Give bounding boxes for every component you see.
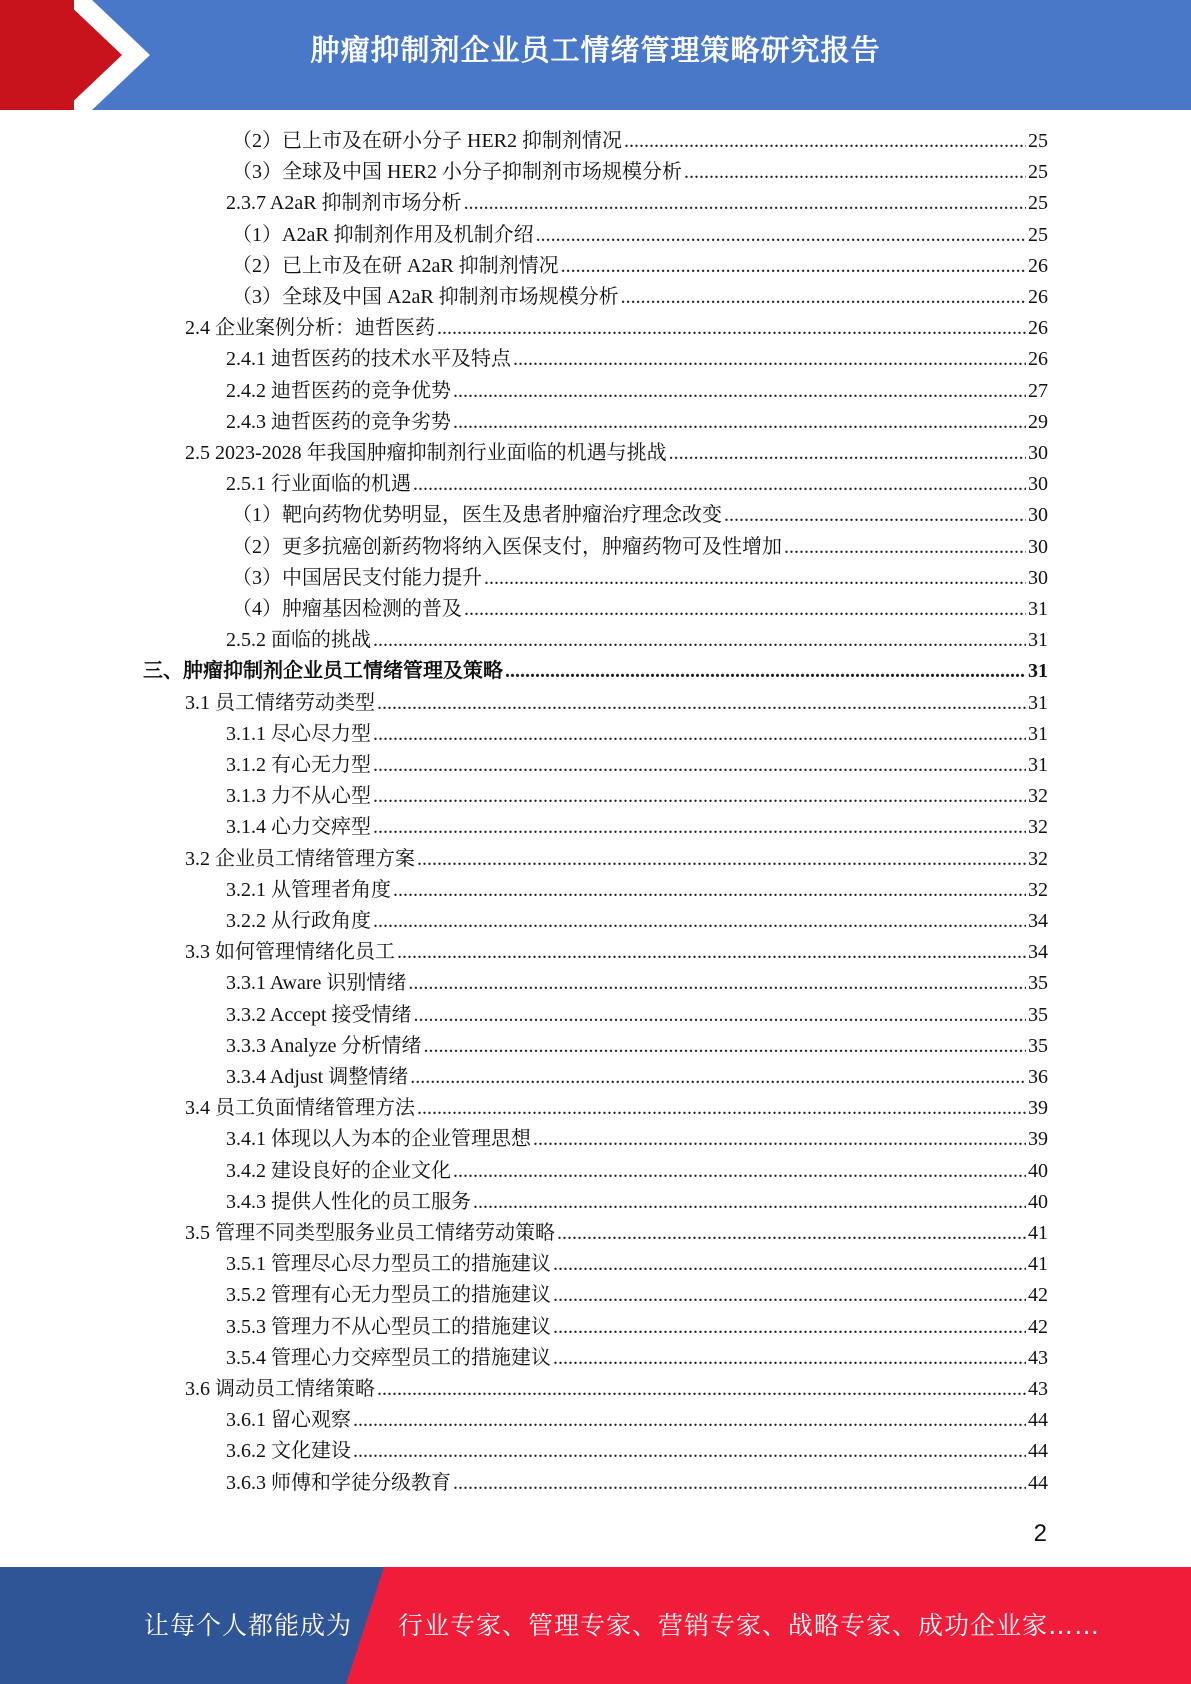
toc-dot-leader xyxy=(464,594,1026,625)
toc-entry-page: 29 xyxy=(1028,410,1048,433)
toc-entry-label: 3.3.4 Adjust 调整情绪 xyxy=(226,1066,409,1088)
toc-entry-page: 25 xyxy=(1028,192,1048,215)
toc-dot-leader xyxy=(513,344,1026,375)
toc-entry[interactable] xyxy=(226,469,1048,500)
toc-dot-leader xyxy=(453,1468,1026,1499)
toc-entry-label: （4）肿瘤基因检测的普及 xyxy=(232,598,462,620)
toc-entry-page: 31 xyxy=(1028,691,1048,714)
toc-entry-page: 35 xyxy=(1028,1003,1048,1026)
toc-entry-label: 3.3 如何管理情绪化员工 xyxy=(185,941,395,964)
toc-entry[interactable] xyxy=(185,313,1048,344)
page-footer xyxy=(0,1567,1191,1684)
toc-entry-label: 3.4 员工负面情绪管理方法 xyxy=(185,1097,415,1120)
toc-entry-page: 31 xyxy=(1028,660,1048,683)
toc-entry[interactable] xyxy=(226,376,1048,407)
toc-entry-page: 32 xyxy=(1028,785,1048,808)
toc-entry-label: 2.4 企业案例分析：迪哲医药 xyxy=(185,317,435,340)
toc-entry[interactable] xyxy=(226,1280,1048,1311)
page-header xyxy=(0,0,1191,110)
toc-entry-label: （2）已上市及在研 A2aR 抑制剂情况 xyxy=(232,254,559,277)
toc-entry-page: 32 xyxy=(1028,847,1048,870)
toc-dot-leader xyxy=(373,625,1026,656)
toc-entry-label: （3）全球及中国 HER2 小分子抑制剂市场规模分析 xyxy=(232,161,682,184)
toc-entry-page: 44 xyxy=(1028,1471,1048,1494)
toc-entry-label: 3.4.2 建设良好的企业文化 xyxy=(226,1159,451,1182)
toc-entry-page: 43 xyxy=(1028,1378,1048,1400)
toc-entry[interactable] xyxy=(185,1093,1048,1124)
toc-entry[interactable] xyxy=(232,126,1048,157)
toc-dot-leader xyxy=(437,313,1026,344)
toc-entry-label: （3）中国居民支付能力提升 xyxy=(232,566,482,589)
toc-entry-label: 3.6.3 师傅和学徒分级教育 xyxy=(226,1471,451,1494)
toc-entry[interactable] xyxy=(226,1436,1048,1467)
toc-entry-page: 31 xyxy=(1028,722,1048,745)
toc-dot-leader xyxy=(397,937,1026,968)
toc-entry-page: 32 xyxy=(1028,816,1048,839)
toc-dot-leader xyxy=(553,1249,1026,1280)
toc-dot-leader xyxy=(553,1312,1026,1343)
toc-entry-label: 3.4.1 体现以人为本的企业管理思想 xyxy=(226,1128,531,1151)
toc-entry[interactable] xyxy=(185,688,1048,719)
toc-entry-label: 3.5.2 管理有心无力型员工的措施建议 xyxy=(226,1284,551,1307)
toc-entry[interactable] xyxy=(226,1000,1048,1031)
toc-entry-page: 31 xyxy=(1028,629,1048,652)
toc-dot-leader xyxy=(669,438,1026,469)
toc-dot-leader xyxy=(453,376,1026,407)
toc-entry[interactable] xyxy=(226,812,1048,843)
toc-entry[interactable] xyxy=(232,157,1048,188)
toc-dot-leader xyxy=(373,906,1026,937)
toc-entry[interactable] xyxy=(226,750,1048,781)
page-number: 2 xyxy=(1033,1520,1047,1547)
toc-entry[interactable] xyxy=(185,438,1048,469)
toc-dot-leader xyxy=(377,1374,1026,1405)
toc-entry-label: 3.1.4 心力交瘁型 xyxy=(226,816,371,839)
toc-dot-leader xyxy=(413,469,1026,500)
toc-entry-page: 31 xyxy=(1028,754,1048,776)
toc-entry-page: 41 xyxy=(1028,1253,1048,1276)
toc-entry-label: 3.5.3 管理力不从心型员工的措施建议 xyxy=(226,1315,551,1338)
toc-entry[interactable] xyxy=(226,968,1048,999)
toc-entry[interactable] xyxy=(226,625,1048,656)
toc-entry-label: 2.4.1 迪哲医药的技术水平及特点 xyxy=(226,348,511,371)
toc-entry[interactable] xyxy=(226,1249,1048,1280)
toc-entry-label: 3.2.2 从行政角度 xyxy=(226,910,371,932)
toc-dot-leader xyxy=(473,1187,1026,1218)
toc-entry[interactable] xyxy=(226,875,1048,906)
toc-dot-leader xyxy=(484,563,1026,594)
toc-entry-page: 35 xyxy=(1028,972,1048,995)
toc-entry-label: （1）靶向药物优势明显，医生及患者肿瘤治疗理念改变 xyxy=(232,504,722,527)
toc-entry[interactable] xyxy=(226,1343,1048,1374)
toc-entry-page: 35 xyxy=(1028,1034,1048,1057)
toc-dot-leader xyxy=(621,282,1026,313)
toc-entry-page: 36 xyxy=(1028,1066,1048,1088)
toc-dot-leader xyxy=(424,1031,1026,1062)
toc-dot-leader xyxy=(624,126,1026,157)
toc-entry-label: 2.5 2023-2028 年我国肿瘤抑制剂行业面临的机遇与挑战 xyxy=(185,442,667,464)
toc-entry-label: 2.5.2 面临的挑战 xyxy=(226,629,371,652)
toc-entry-page: 30 xyxy=(1028,473,1048,496)
toc-dot-leader xyxy=(464,188,1026,219)
toc-entry-label: 3.5.1 管理尽心尽力型员工的措施建议 xyxy=(226,1253,551,1276)
toc-dot-leader xyxy=(784,532,1026,563)
toc-entry-page: 39 xyxy=(1028,1128,1048,1151)
toc-entry-page: 42 xyxy=(1028,1284,1048,1307)
toc-entry[interactable] xyxy=(232,220,1048,251)
toc-dot-leader xyxy=(417,844,1026,875)
toc-entry[interactable] xyxy=(226,344,1048,375)
footer-slogan-right: 行业专家、管理专家、营销专家、战略专家、成功企业家…… xyxy=(398,1611,1101,1640)
toc-entry-page: 25 xyxy=(1028,130,1048,152)
toc-entry-label: 三、肿瘤抑制剂企业员工情绪管理及策略 xyxy=(143,660,503,683)
toc-entry-page: 39 xyxy=(1028,1097,1048,1120)
toc-entry[interactable] xyxy=(232,282,1048,313)
toc-entry-page: 26 xyxy=(1028,317,1048,340)
toc-entry[interactable] xyxy=(232,251,1048,282)
toc-entry-label: 3.1 员工情绪劳动类型 xyxy=(185,691,375,714)
toc-entry-page: 41 xyxy=(1028,1222,1048,1244)
toc-dot-leader xyxy=(373,750,1026,781)
toc-entry-label: 3.2.1 从管理者角度 xyxy=(226,878,391,901)
toc-entry-page: 42 xyxy=(1028,1315,1048,1338)
toc-entry-page: 30 xyxy=(1028,566,1048,589)
toc-entry-page: 25 xyxy=(1028,223,1048,246)
toc-entry[interactable] xyxy=(226,1468,1048,1499)
toc-entry[interactable] xyxy=(232,594,1048,625)
toc-dot-leader xyxy=(353,1405,1026,1436)
toc-entry-label: 3.5.4 管理心力交瘁型员工的措施建议 xyxy=(226,1346,551,1369)
toc-entry-label: 3.1.3 力不从心型 xyxy=(226,785,371,808)
toc-entry-label: 3.6.1 留心观察 xyxy=(226,1409,351,1432)
toc-entry[interactable] xyxy=(143,656,1048,687)
toc-dot-leader xyxy=(373,781,1026,812)
toc-entry[interactable] xyxy=(232,532,1048,563)
toc-entry-page: 44 xyxy=(1028,1440,1048,1463)
toc-entry[interactable] xyxy=(232,500,1048,531)
toc-entry-label: （2）已上市及在研小分子 HER2 抑制剂情况 xyxy=(232,130,622,152)
toc-entry-label: 2.4.3 迪哲医药的竞争劣势 xyxy=(226,410,451,433)
toc-entry[interactable] xyxy=(185,844,1048,875)
toc-entry[interactable] xyxy=(226,1312,1048,1343)
toc-entry-page: 34 xyxy=(1028,941,1048,964)
toc-entry-page: 43 xyxy=(1028,1346,1048,1369)
toc-dot-leader xyxy=(410,1062,1026,1093)
toc-entry-label: 3.6.2 文化建设 xyxy=(226,1440,351,1463)
toc-dot-leader xyxy=(533,1124,1026,1155)
toc-entry-page: 26 xyxy=(1028,254,1048,277)
toc-entry-label: 3.2 企业员工情绪管理方案 xyxy=(185,847,415,870)
toc-dot-leader xyxy=(393,875,1026,906)
toc-dot-leader xyxy=(453,1156,1026,1187)
toc-entry-label: 3.1.1 尽心尽力型 xyxy=(226,722,371,745)
toc-entry-label: 3.3.2 Accept 接受情绪 xyxy=(226,1003,412,1026)
toc-dot-leader xyxy=(377,688,1026,719)
toc-dot-leader xyxy=(557,1218,1026,1249)
toc-entry-label: 3.3.1 Aware 识别情绪 xyxy=(226,972,407,995)
toc-entry-label: 3.6 调动员工情绪策略 xyxy=(185,1378,375,1400)
toc-entry-page: 26 xyxy=(1028,286,1048,308)
toc-entry-page: 40 xyxy=(1028,1190,1048,1213)
toc-entry[interactable] xyxy=(232,563,1048,594)
toc-dot-leader xyxy=(417,1093,1026,1124)
toc-dot-leader xyxy=(553,1343,1026,1374)
toc-dot-leader xyxy=(505,656,1026,687)
toc-entry-label: 3.3.3 Analyze 分析情绪 xyxy=(226,1034,422,1057)
toc-entry-label: 3.5 管理不同类型服务业员工情绪劳动策略 xyxy=(185,1222,555,1244)
toc-entry[interactable] xyxy=(226,1062,1048,1093)
toc-dot-leader xyxy=(373,812,1026,843)
toc-entry-page: 30 xyxy=(1028,535,1048,558)
toc-entry[interactable] xyxy=(185,1374,1048,1405)
toc-entry-page: 30 xyxy=(1028,442,1048,464)
toc-entry-label: （2）更多抗癌创新药物将纳入医保支付，肿瘤药物可及性增加 xyxy=(232,535,782,558)
toc-entry-label: 3.1.2 有心无力型 xyxy=(226,754,371,776)
toc-entry-label: （1）A2aR 抑制剂作用及机制介绍 xyxy=(232,223,534,246)
toc-dot-leader xyxy=(353,1436,1026,1467)
toc-entry-label: 3.4.3 提供人性化的员工服务 xyxy=(226,1190,471,1213)
header-title: 肿瘤抑制剂企业员工情绪管理策略研究报告 xyxy=(310,33,881,67)
toc-entry-page: 30 xyxy=(1028,504,1048,527)
toc-dot-leader xyxy=(408,968,1026,999)
toc-entry-page: 25 xyxy=(1028,161,1048,184)
toc-entry-label: 2.4.2 迪哲医药的竞争优势 xyxy=(226,379,451,402)
toc-entry[interactable] xyxy=(226,407,1048,438)
toc-entry-label: 2.3.7 A2aR 抑制剂市场分析 xyxy=(226,192,462,215)
toc-entry[interactable] xyxy=(185,937,1048,968)
toc-dot-leader xyxy=(373,719,1026,750)
toc-entry[interactable] xyxy=(226,781,1048,812)
toc-dot-leader xyxy=(561,251,1026,282)
toc-entry[interactable] xyxy=(226,906,1048,937)
toc-entry-page: 27 xyxy=(1028,379,1048,402)
toc-entry[interactable] xyxy=(226,719,1048,750)
footer-slogan-left: 让每个人都能成为 xyxy=(144,1611,353,1640)
toc-entry[interactable] xyxy=(226,1187,1048,1218)
toc-entry-page: 44 xyxy=(1028,1409,1048,1432)
toc-entry[interactable] xyxy=(185,1218,1048,1249)
toc-entry[interactable] xyxy=(226,188,1048,219)
toc-entry[interactable] xyxy=(226,1156,1048,1187)
toc-dot-leader xyxy=(724,500,1026,531)
toc-entry-page: 31 xyxy=(1028,598,1048,620)
toc-entry-label: （3）全球及中国 A2aR 抑制剂市场规模分析 xyxy=(232,286,619,308)
toc-entry-page: 32 xyxy=(1028,878,1048,901)
toc-dot-leader xyxy=(414,1000,1026,1031)
toc-entry-page: 40 xyxy=(1028,1159,1048,1182)
toc-entry-page: 26 xyxy=(1028,348,1048,371)
toc-entry[interactable] xyxy=(226,1031,1048,1062)
toc-entry[interactable] xyxy=(226,1124,1048,1155)
toc-dot-leader xyxy=(553,1280,1026,1311)
toc-dot-leader xyxy=(453,407,1026,438)
toc-dot-leader xyxy=(684,157,1026,188)
toc-dot-leader xyxy=(536,220,1026,251)
toc-entry-page: 34 xyxy=(1028,910,1048,932)
toc-entry[interactable] xyxy=(226,1405,1048,1436)
toc-entry-label: 2.5.1 行业面临的机遇 xyxy=(226,473,411,496)
